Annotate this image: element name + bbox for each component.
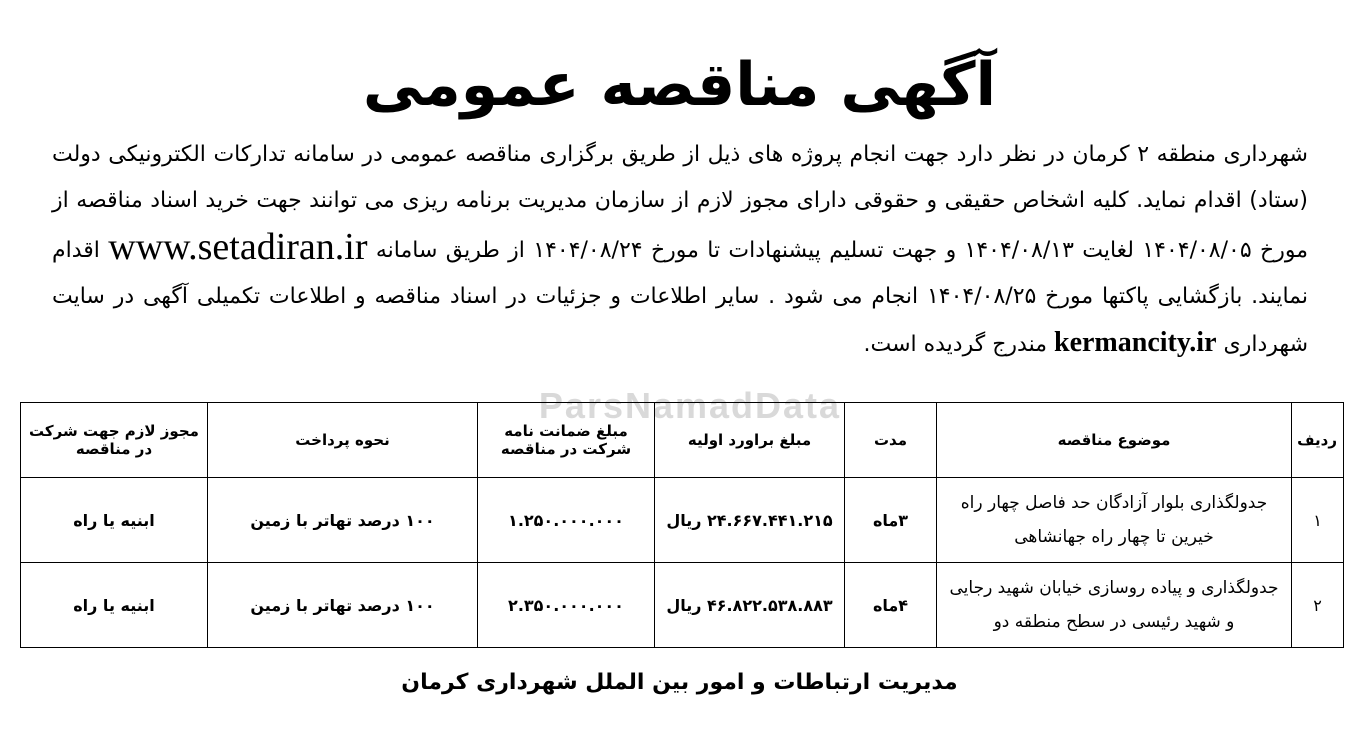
- cell-duration: ۴ماه: [845, 563, 937, 648]
- header-subject: موضوع مناقصه: [937, 403, 1292, 478]
- cell-permit: ابنیه یا راه: [21, 478, 208, 563]
- body-part-3: مندرج گردیده است.: [863, 332, 1047, 357]
- body-part-1: شهرداری منطقه ۲ کرمان در نظر دارد جهت انجام پروژه های ذیل از طریق برگزاری مناقصه عمومی در سامانه تدارکات الکترونیکی دولت (ستاد) اقدام نماید. کلیه اشخاص حقیقی و حقوقی دارای مجوز لازم از سازمان مدیریت برنامه ریزی می توانند جهت خرید اسناد مناقصه از مورخ ۱۴۰۴/۰۸/۰۵ لغایت ۱۴۰۴/۰۸/۱۳ و جهت تسلیم پیشنهادات تا مورخ ۱۴۰۴/۰۸/۲۴ از طریق سامانه: [52, 142, 1308, 263]
- table-row: [21, 478, 1344, 563]
- notice-title: آگهی مناقصه عمومی: [362, 50, 997, 120]
- footer-signature: مدیریت ارتباطات و امور بین الملل شهرداری کرمان: [401, 670, 958, 695]
- cell-estimate: ۴۶.۸۲۲.۵۳۸.۸۸۳ ریال: [655, 563, 845, 648]
- notice-body: [52, 132, 1308, 368]
- cell-guarantee: ۱.۲۵۰.۰۰۰.۰۰۰: [478, 478, 655, 563]
- cell-permit: ابنیه یا راه: [21, 563, 208, 648]
- watermark-text: ParsNamadData: [538, 385, 842, 426]
- cell-duration: ۳ماه: [845, 478, 937, 563]
- header-row-number: ردیف: [1292, 403, 1344, 478]
- cell-row-number: ۲: [1292, 563, 1344, 648]
- body-part-2: اقدام نمایند. بازگشایی پاکتها مورخ ۱۴۰۴/۰۸/۲۵ انجام می شود . سایر اطلاعات و جزئیات در اسناد مناقصه و اطلاعات تکمیلی آگهی در سایت شهرداری: [52, 238, 1308, 357]
- cell-subject: جدولگذاری و پیاده روسازی خیابان شهید رجایی و شهید رئیسی در سطح منطقه دو: [937, 563, 1292, 648]
- table-header-row: [21, 403, 1344, 478]
- cell-estimate: ۲۴.۶۶۷.۴۴۱.۲۱۵ ریال: [655, 478, 845, 563]
- cell-row-number: ۱: [1292, 478, 1344, 563]
- header-duration: مدت: [845, 403, 937, 478]
- setad-url-link[interactable]: www.setadiran.ir: [108, 226, 368, 268]
- kermancity-url-link[interactable]: kermancity.ir: [1054, 327, 1217, 358]
- header-payment: نحوه پرداخت: [208, 403, 478, 478]
- header-guarantee: مبلغ ضمانت نامه شرکت در مناقصه: [478, 403, 655, 478]
- tender-table: [20, 402, 1344, 648]
- cell-payment: ۱۰۰ درصد تهاتر با زمین: [208, 563, 478, 648]
- cell-payment: ۱۰۰ درصد تهاتر با زمین: [208, 478, 478, 563]
- header-permit: مجوز لازم جهت شرکت در مناقصه: [21, 403, 208, 478]
- cell-guarantee: ۲.۳۵۰.۰۰۰.۰۰۰: [478, 563, 655, 648]
- cell-subject: جدولگذاری بلوار آزادگان حد فاصل چهار راه خیرین تا چهار راه جهانشاهی: [937, 478, 1292, 563]
- table-row: [21, 563, 1344, 648]
- header-estimate: مبلغ براورد اولیه: [655, 403, 845, 478]
